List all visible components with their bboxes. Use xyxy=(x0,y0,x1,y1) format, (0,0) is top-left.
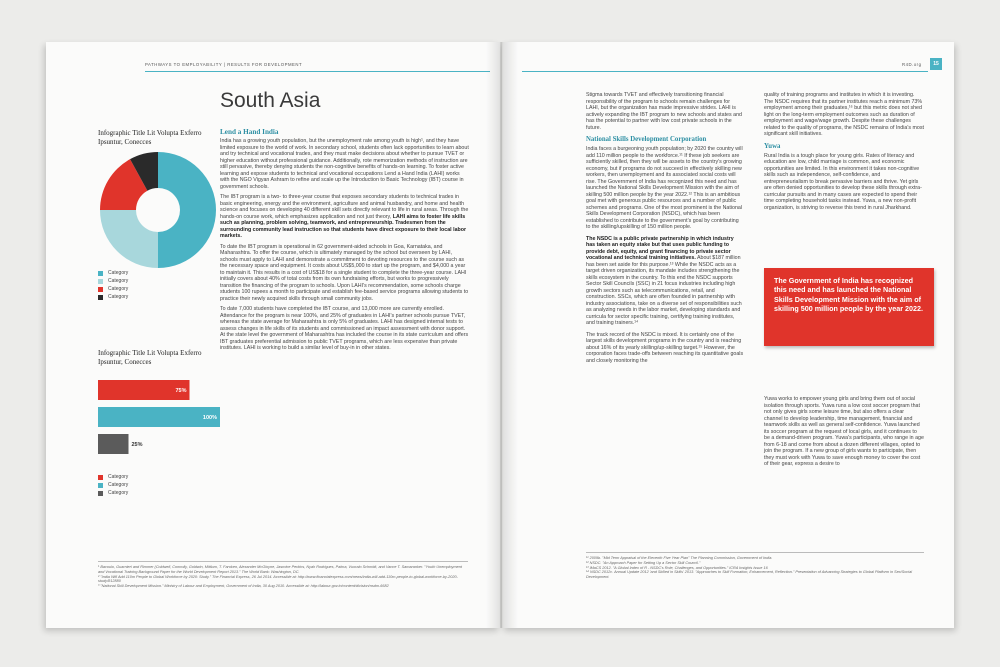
paragraph: To date 7,000 students have completed the IBT course, and 13,000 more are currently enrolled. Attendance for the program is near 100%, and 25% of graduates in LAHI's partner schools pursue TVET, whereas the state average for Maharashtra is only 5% of graduates. LAHI has designed internal tests to assess changes in life skills of its students and commissioned an impact assessment with donor support. At the state level the government of Maharashtra has included the course in its state curriculum and offers IBT graduates preferential admission to public TVET programs, which are less expensive than private institutes. LAHI is working to build a similar level of buy-in in other states. xyxy=(220,306,469,351)
bar-chart xyxy=(98,380,222,460)
pie-legend xyxy=(98,269,128,301)
legend-swatch xyxy=(98,491,103,496)
pull-quote: The Government of India has recognized this need and has launched the National Skills Development Mission with the aim of skilling 500 million people by the year 2022. xyxy=(764,268,934,346)
bar-legend xyxy=(98,473,128,497)
paragraph: To date the IBT program is operational in 62 government-aided schools in Goa, Karnataka, and Maharashtra. To offer the course, which is ultimately managed by the school but overseen by LAHI, schools must apply to LAHI and demonstrate a commitment to devoting resources to the course such as the necessary space and equipment. It costs about US$5,000 to start up the program, and $4,000 a year to maintain it. This results in a cost of US$18 for a single student to complete the three-year course. LAHI initially covers about 40% of total costs from its own fundraising efforts, but works to progressively transition the financing of the program to schools. Upon LAHI's recommendation, some schools charge students 100 rupees a month to participate and establish fee-based service programs allowing students to practice their newly acquired skills through small community jobs. xyxy=(220,243,469,302)
legend-swatch xyxy=(98,271,103,276)
legend-label: Category xyxy=(108,286,129,292)
infographic-2-title: Infographic Title Lit Volupta Exferro Ipsuntur, Conecces xyxy=(98,349,202,366)
legend-label: Category xyxy=(108,294,129,300)
pie-slice xyxy=(158,152,216,268)
footnote-rule-left xyxy=(98,561,468,562)
legend-item xyxy=(98,489,128,497)
bar xyxy=(98,434,129,454)
paragraph-bold-text: The NSDC is a public private partnership in which industry has taken an equity stake but that uses public funding to provide debt, equity, and grant financing to private sector vocational and technical training initiatives. xyxy=(586,235,734,261)
legend-item xyxy=(98,277,128,285)
right-column-2-continued xyxy=(764,396,924,468)
page-number: 15 xyxy=(930,58,942,70)
legend-label: Category xyxy=(108,490,129,496)
legend-label: Category xyxy=(108,278,129,284)
paragraph: Rural India is a tough place for young girls. Rates of literacy and education are low, child marriage is common, and economic opportunities are limited. In this environment it takes non-cognitive skills such as independence, self-confidence, and entrepreneurialism to break pervasive barriers and thrive. Yet girls are often denied opportunities to develop these skills through extra-curricular pursuits and in many cases are expected to spend their time completing household tasks instead. Yuwa, a new non-profit organization, is striving to reverse this trend in rural Jharkhand. xyxy=(764,152,922,211)
legend-label: Category xyxy=(108,482,129,488)
legend-item xyxy=(98,293,128,301)
paragraph-text: The IBT program is a two- to three-year course that exposes secondary students to technical trades in basic engineering, energy and the environment, agriculture and animal husbandry, and home and health science and focuses on developing 40 different skill sets directly relevant to life in rural areas. Through the hands-on course work, which emphasizes application and not just theory, xyxy=(220,194,469,220)
infographic-1-title: Infographic Title Lit Volupta Exferro Ipsuntur, Conecces xyxy=(98,129,202,146)
bar-data-label: 25% xyxy=(131,442,143,448)
paragraph xyxy=(586,236,744,327)
bar xyxy=(98,407,220,427)
section-heading-lahi: Lend a Hand India xyxy=(220,128,279,136)
page-title: South Asia xyxy=(220,89,321,112)
legend-item xyxy=(98,269,128,277)
footnotes-right: ¹¹ 2009b. "Mid Term Appraisal of the Eleventh Five Year Plan" The Planning Commission, Government of India. ¹² NSDC. "An Approach Paper for Setting Up a Sector Skill Council." ¹³ IMaCS 2012. "A Global Index of R - NSDC's Role, Challenges, and Opportunities." ICRA Insights Issue 16 ¹⁴ NSDC 2012c. Annual Update 2012 'and Skilled in Skills' 2013. "Approaches to Skill Formation, Enhancement, Reflection." Presentation of Advancing Strategies to Global Platform in Sex/Social Development. xyxy=(586,556,913,580)
legend-item xyxy=(98,285,128,293)
legend-item xyxy=(98,481,128,489)
header-rule-left xyxy=(145,71,490,72)
legend-swatch xyxy=(98,295,103,300)
paragraph: quality of training programs and institutes in which it is investing. The NSDC requires that its partner institutes reach a minimum 73% employment among their graduates,¹⁶ but this metric does not shed light on the long-term employment outcomes such as duration of employment and wage/wage growth. Despite these challenges related to the quality of programs, the NSDC remains of India's most significant skill initiatives. xyxy=(764,92,924,137)
left-page xyxy=(46,42,500,628)
legend-label: Category xyxy=(108,474,129,480)
paragraph-text: About $187 million has been set aside for this purpose.¹³ While the NSDC acts as a target driven organization, its mandate includes strengthening the skills ecosystem in the country. To this end the NSDC supports Sector Skill Councils (SSC) in 21 focus industries including high growth sectors such as telecommunications, retail, and construction. SSCs, which are often founded in partnership with industry associations, take on a diverse set of responsibilities such as analyzing needs in the labor market, developing standards and curricula for sector specific training, certifying training institutes, and training trainers.¹⁴ xyxy=(586,255,742,326)
legend-label: Category xyxy=(108,270,129,276)
paragraph: Yuwa works to empower young girls and bring them out of social isolation through sports. Yuwa runs a low cost soccer program that not only gives girls some leisure time, but also offers a clear channel to develop leadership, time management, financial and teamwork skills as well as general self-confidence. Yuwa launched its soccer program at the request of local girls, and it continues to be a demand-driven program. Yuwa's participants, who range in age from 6-18 and come from about a dozen different villages, opted to join the program. If a new group of girls wants to participate, then they must work with Yuwa to save enough money to cover the cost of their gear, express a desire to xyxy=(764,396,924,467)
paragraph: India has a growing youth population, but the unemployment rate among youth is high¹, and they have limited exposure to the world of work. In secondary school, students often lack opportunities to learn about and try technical and vocational trades, and they must make decisions about whether to pursue TVET or higher education without professional guidance. Additionally, rote memorization methods of instruction are still pervasive, thereby denying students the non-cognitive benefits of hands-on learning. To foster active learning and expose students to technical and vocational occupations Lend a Hand India (LAHI) works with the NGO Vigyan Ashram to refine and scale up the Introduction to Basic Technology (IBT) course in government schools. xyxy=(220,138,469,190)
footnote-rule-right xyxy=(586,552,924,553)
pie-slice xyxy=(100,210,158,268)
legend-item xyxy=(98,473,128,481)
legend-swatch xyxy=(98,279,103,284)
running-head-right: R4D.org xyxy=(902,62,922,67)
paragraph-bold-text: LAHI aims to foster life skills such as planning, problem solving, teamwork, and entrepreneurship. Tradesmen from the surrounding community lead instruction so that students have direct exposure to their local labor markets. xyxy=(220,213,467,239)
pie-chart xyxy=(98,150,218,270)
legend-swatch xyxy=(98,287,103,292)
legend-swatch xyxy=(98,475,103,480)
legend-swatch xyxy=(98,483,103,488)
right-page xyxy=(502,42,954,628)
bar-data-label: 75% xyxy=(175,388,187,394)
paragraph xyxy=(220,194,470,240)
bar-data-label: 100% xyxy=(202,415,217,421)
paragraph: The track record of the NSDC is mixed. It is certainly one of the largest skills development programs in the country and is reaching about 16% of its yearly skilling/up-skilling target.¹⁵ However, the corporation faces trade-offs between reaching its quantitative goals and closely monitoring the xyxy=(586,331,744,364)
left-body xyxy=(220,138,470,352)
section-heading-yuwa: Yuwa xyxy=(764,142,781,150)
running-head-left: PATHWAYS TO EMPLOYABILITY | RESULTS FOR DEVELOPMENT xyxy=(145,62,303,67)
paragraph: India faces a burgeoning youth population; by 2020 the country will add 110 million people to the workforce.¹¹ If these job seekers are sufficiently skilled, then they will be assets to the country's growing economy, but if programs do not succeed in effectively skilling new workers, then unemployment and its associated social costs will rise. The Government of India has recognized this need and has launched the National Skills Development Mission with the aim of skilling 500 million people by the year 2022.¹² This is an ambitious goal met with generous public resources and a number of public schemes and programs. One of the most prominent is the National Skills Development Corporation (NSDC), which has been established to contribute to the government's goal by contributing to the skilling/upskilling of 150 million people. xyxy=(586,146,743,230)
section-heading-nsdc: National Skills Development Corporation xyxy=(586,136,707,143)
right-column-2 xyxy=(764,92,924,211)
footnotes-left: ¹ Bacoulo, Guarnieri and Rimmer (Coldwell, Connolly, Goldwin, Mittlum, T. Faroken, Alexander McGloyne, Jasmine Perkins, Nyah Rodrigues, Palma, Vuoralo Schmidt, and Vance T. Samaranker. "Youth Unemployment and Vocational Training Background Paper for the World Development Report 2013." The World Bank: Washington, DC. ² "India Will Add 110m People to Global Workforce by 2020: Study." The Financial Express, 26 Jul 2014. Accessible at: http://www.financialexpress.com/news/india-will-add-110m-people-to-global-workforce-by-2020-study/812880 ³ "National Skill Development Mission." Ministry of Labour and Employment, Government of India, 30 Aug 2010. Accessible at: http://labour.gov.in/content/division/nsdm-6682 xyxy=(98,565,462,589)
paragraph: Stigma towards TVET and effectively transitioning financial responsibility of the program to schools remain challenges for LAHI, but the organization has made impressive strides. LAHI is actively expanding the IBT program to new schools and states and has the potential to partner with low cost private schools in the future. xyxy=(586,92,742,131)
header-rule-right xyxy=(522,71,928,72)
magazine-spread xyxy=(46,42,954,628)
right-column-1 xyxy=(586,92,744,364)
